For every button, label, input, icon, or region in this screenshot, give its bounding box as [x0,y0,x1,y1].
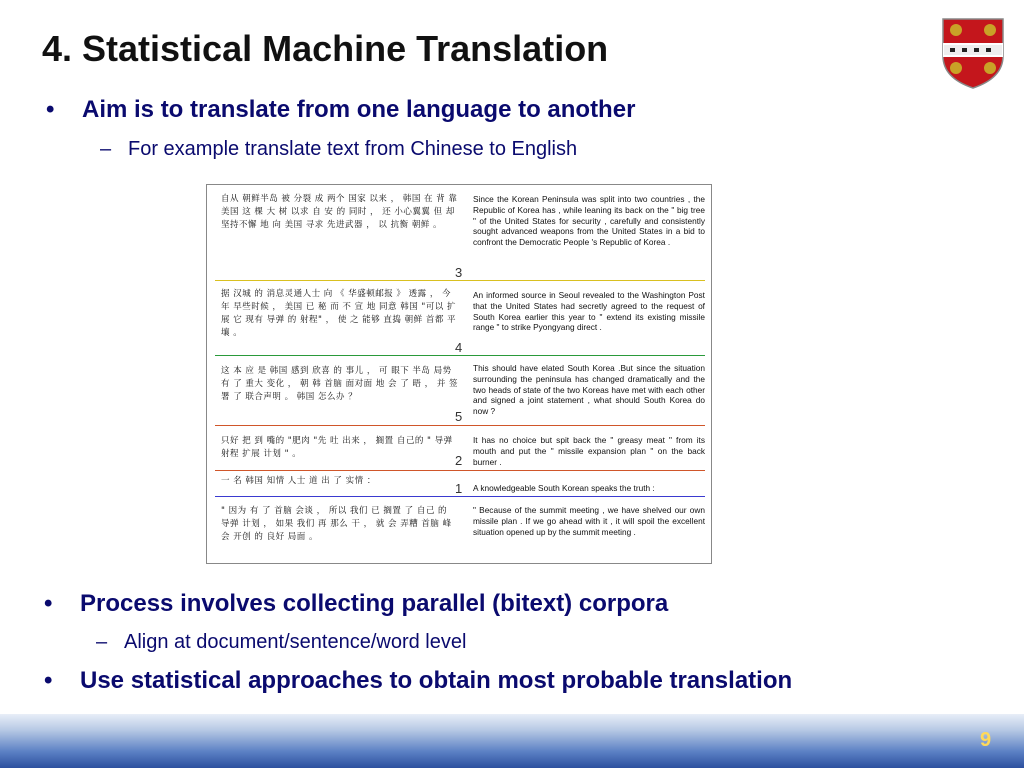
page-number: 9 [980,729,992,751]
sub-bullet-2-1-text: Align at document/sentence/word level [124,631,467,653]
alignment-number: 3 [455,265,463,280]
slide-title: 4. Statistical Machine Translation [42,28,609,69]
en-sentence: It has no choice but spit back the " greasy meat " from its mouth and put the " missile expansion plan " on the back burner . [473,435,705,467]
alignment-number: 4 [455,340,463,355]
separator-line [215,496,705,497]
separator-line [215,280,705,281]
separator-line [215,355,705,356]
bullet-3-text: Use statistical approaches to obtain most probable translation [80,667,793,694]
sub-bullet-2-1 [96,631,467,654]
zh-sentence: 这 本 应 是 韩国 感到 欣喜 的 事儿 ， 可 眼下 半岛 局势 有 了 重大 变化 ， 朝 韩 首脑 面对面 地 会 了 晤 ， 并 签署 了 联合声明 。 韩国 怎么办 ？ [221,366,459,402]
en-sentence: An informed source in Seoul revealed to the Washington Post that the United States had secretly agreed to the request of South Korea earlier this year to " extend its existing missile range " to strike Pyongyang direct . [473,290,705,333]
alignment-number: 5 [455,409,463,424]
en-sentence: " Because of the summit meeting , we have shelved our own missile plan . If we go ahead with it , it will spoil the excellent situation opened up by the summit meeting . [473,505,705,537]
parallel-corpus-figure [206,184,712,564]
bullet-2-text: Process involves collecting parallel (bitext) corpora [80,590,669,617]
en-sentence: Since the Korean Peninsula was split into two countries , the Republic of Korea has , while leaning its back on the " big tree " of the United States for security , carefully and consistently sought advanced weapons from the United States in a bid to confront the Democratic People 's Republic of Korea . [473,194,705,248]
footer-bar [0,714,1024,768]
bullet-dot-icon: • [44,590,53,617]
separator-line [215,470,705,471]
zh-sentence: " 因为 有 了 首脑 会谈 ， 所以 我们 已 搁置 了 自己 的 导弹 计划 ， 如果 我们 再 那么 干 ， 就 会 弄糟 首脑 峰 会 开创 的 良好 局面 。 [221,506,452,542]
separator-line [215,425,705,426]
university-crest-icon [940,16,1006,90]
sub-bullet-1-1-text: For example translate text from Chinese to English [128,138,578,160]
zh-sentence: 只好 把 到 嘴的 "肥肉 "先 吐 出来 ， 搁置 自己的 " 导弹 射程 扩展 计划 " 。 [221,436,453,459]
bullet-1-text: Aim is to translate from one language to another [82,96,636,123]
dash-icon: – [100,138,112,160]
bullet-dot-icon: • [46,96,55,123]
bullet-2 [44,590,669,618]
en-sentence: A knowledgeable South Korean speaks the truth : [473,483,655,493]
alignment-number: 1 [455,481,463,496]
zh-sentence: 一 名 韩国 知情 人士 道 出 了 实情 ： [221,476,376,486]
sub-bullet-1-1 [100,138,578,161]
bullet-dot-icon: • [44,667,53,694]
bullet-3 [44,667,793,695]
zh-sentence: 据 汉城 的 消息灵通人士 向 《 华盛顿邮报 》 透露 ， 今年 早些时候 ， 美国 已 秘 而 不 宣 地 同意 韩国 "可以 扩展 它 现有 导弹 的 射程" ， 使 之 能够 直捣 朝鲜 首都 平壤 。 [221,289,457,338]
bullet-1 [46,96,636,124]
en-sentence: This should have elated South Korea .But since the situation surrounding the peninsula has changed dramatically and the two heads of state of the two Koreas have met with each other and signed a joint statement , what should South Korea do now ? [473,363,705,417]
zh-sentence: 自从 朝鲜半岛 被 分裂 成 两个 国家 以来 ， 韩国 在 背 靠 美国 这 棵 大 树 以求 自 安 的 同时 ， 还 小心翼翼 但 却 坚持不懈 地 向 美国 寻求 先进武器 ， 以 抗衡 朝鲜 。 [221,194,458,230]
alignment-number: 2 [455,453,463,468]
dash-icon: – [96,631,108,653]
